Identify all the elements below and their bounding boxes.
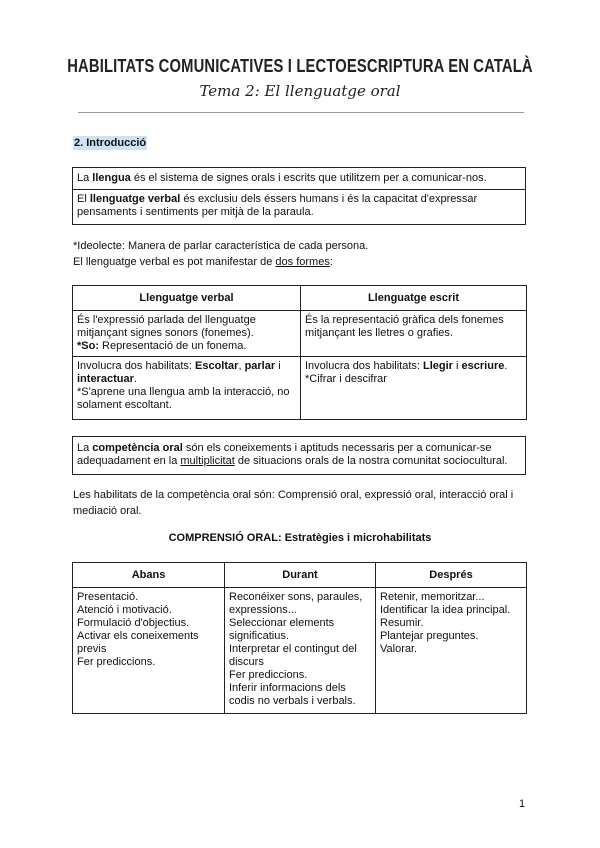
text: *S'aprene una llengua amb la interacció, no solament escoltant. [77, 386, 290, 411]
table-header-row [73, 286, 527, 311]
text: . [504, 360, 508, 372]
text-bold: *So: [77, 340, 99, 352]
definition-llengua [73, 168, 526, 190]
text: . [133, 373, 137, 385]
text-bold: competència oral [92, 442, 183, 454]
document-subtitle: Tema 2: El llenguatge oral [199, 82, 401, 100]
list-item: Interpretar el contingut del discurs [229, 643, 357, 668]
text-bold: Escoltar [195, 360, 239, 372]
text-underlined: dos formes [275, 256, 330, 268]
table-header-row [73, 563, 527, 588]
text: Involucra dos habilitats: [305, 360, 424, 372]
text-bold: escriure [461, 360, 505, 372]
page-number: 1 [519, 798, 526, 810]
list-item: Identificar la idea principal. [380, 604, 511, 616]
list-item: Fer prediccions. [229, 669, 308, 681]
list-item: Plantejar preguntes. [380, 630, 479, 642]
text-underlined: multiplicitat [180, 455, 235, 467]
text: és el sistema de signes orals i escrits que utilitzem per a comunicar-nos. [130, 172, 487, 184]
strategies-table [72, 562, 527, 714]
habilitats-paragraph: Les habilitats de la competència oral són: Comprensió oral, expressió oral, interacció oral i mediació oral. [73, 489, 514, 517]
table-row [73, 168, 526, 190]
definitions-box [72, 167, 526, 225]
header-despres: Després [376, 563, 527, 588]
text: *Cifrar i descifrar [305, 373, 387, 385]
cell-despres [376, 588, 527, 714]
ideolecte-note: *Ideolecte: Manera de parlar característica de cada persona. [73, 240, 369, 252]
list-item: Retenir, memoritzar... [380, 591, 485, 603]
text: i [452, 360, 462, 372]
cell: És la representació gràfica dels fonemes mitjançant les lletres o grafies. [301, 311, 527, 357]
header-durant: Durant [225, 563, 376, 588]
cell-abans [73, 588, 225, 714]
text: és exclusiu dels éssers humans i és la capacitat d'expressar pensaments i sentiments per mitjà de la paraula. [77, 193, 478, 218]
cell [73, 357, 301, 420]
list-item: Resumir. [380, 617, 424, 629]
text: i [275, 360, 281, 372]
table-row [73, 190, 526, 225]
list-item: Inferir informacions dels codis no verbals i verbals. [229, 682, 356, 707]
cell [301, 357, 527, 420]
document-title: HABILITATS COMUNICATIVES I LECTOESCRIPTURA EN CATALÀ [67, 56, 533, 76]
list-item: Activar els coneixements previs [77, 630, 199, 655]
formes-line [73, 254, 333, 270]
cell [73, 311, 301, 357]
table-row [73, 437, 526, 475]
header-escrit: Llenguatge escrit [301, 286, 527, 311]
list-item: Seleccionar elements significatius. [229, 617, 335, 642]
text: El llenguatge verbal es pot manifestar de [73, 256, 276, 268]
text: El [77, 193, 90, 205]
text: Representació de un fonema. [99, 340, 247, 352]
text: , [238, 360, 245, 372]
text: Involucra dos habilitats: [77, 360, 196, 372]
table-row [73, 588, 527, 714]
list-item: Reconéixer sons, paraules, expressions... [229, 591, 363, 616]
table-row [73, 357, 527, 420]
list-item: Atenció i motivació. [77, 604, 172, 616]
text: : [329, 256, 333, 268]
competencia-box [72, 436, 526, 475]
text-bold: llenguatge verbal [89, 193, 181, 205]
comprensio-heading: COMPRENSIÓ ORAL: Estratègies i microhabilitats [168, 532, 432, 544]
text: La [77, 442, 93, 454]
text-bold: interactuar [77, 373, 134, 385]
list-item: Formulació d'objectius. [77, 617, 190, 629]
divider [78, 112, 524, 113]
list-item: Fer prediccions. [77, 656, 156, 668]
section-heading: 2. Introducció [74, 137, 147, 149]
text: És l'expressió parlada del llenguatge mitjançant signes sonors (fonemes). [77, 314, 256, 339]
text: són els coneixements i aptituds necessaris per a comunicar-se adequadament en la [77, 442, 492, 467]
definition-competencia [73, 437, 526, 475]
list-item: Valorar. [380, 643, 418, 655]
text-bold: parlar [244, 360, 276, 372]
list-item: Presentació. [77, 591, 139, 603]
cell-durant [225, 588, 376, 714]
comparison-table [72, 285, 527, 420]
definition-llenguatge-verbal [73, 190, 526, 225]
text: de situacions orals de la nostra comunitat sociocultural. [234, 455, 508, 467]
table-row [73, 311, 527, 357]
header-abans: Abans [73, 563, 225, 588]
text-bold: Llegir [423, 360, 453, 372]
header-verbal: Llenguatge verbal [73, 286, 301, 311]
text-bold: llengua [92, 172, 131, 184]
text: La [77, 172, 93, 184]
